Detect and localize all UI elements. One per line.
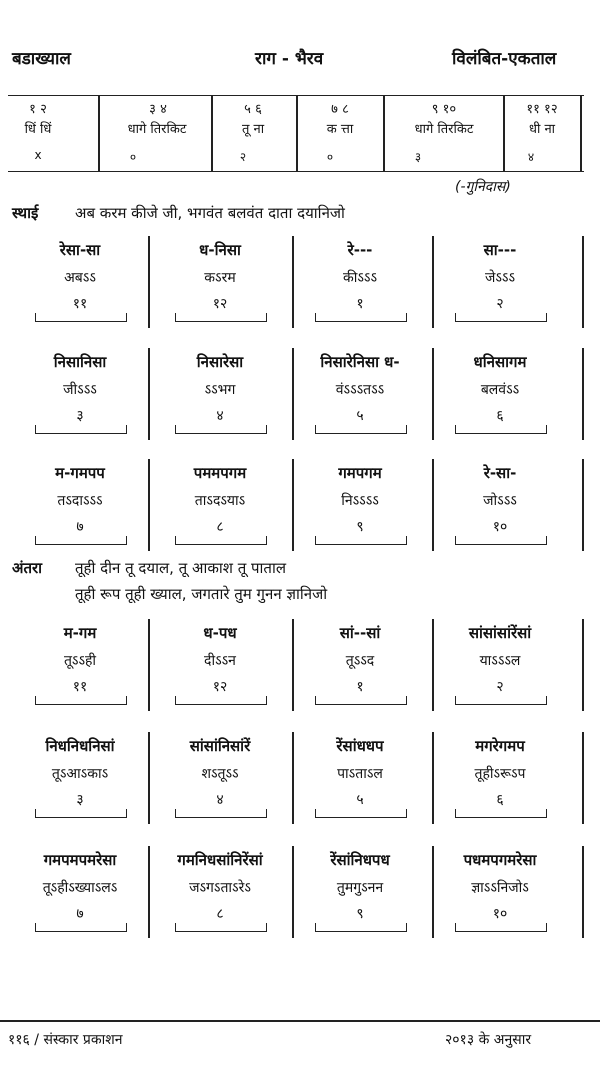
taal-mark: ३ [414, 150, 422, 164]
swar-notes: म-गम [63, 624, 97, 642]
vibhag-underline [315, 425, 407, 434]
lyric-syllables: ताऽदऽयाऽ [194, 493, 246, 509]
lyric-syllables: अबऽऽ [64, 270, 96, 286]
swar-notes: सा--- [483, 241, 517, 259]
beat-number: ६ [496, 408, 504, 424]
taal-mark: x [34, 148, 42, 162]
taal-divider [98, 96, 100, 171]
notation-cell [155, 463, 285, 545]
notation-cell [295, 352, 425, 434]
taal-bol: तू ना [241, 122, 265, 137]
beat-number: ५ [356, 792, 364, 808]
swar-notes: धनिसागम [473, 353, 527, 371]
vibhag-underline [175, 696, 267, 705]
header-left: बडाख्याल [12, 49, 71, 69]
beat-number: ३ [76, 408, 84, 424]
taal-divider [383, 96, 385, 171]
taal-divider [296, 96, 298, 171]
lyric-syllables: निऽऽऽऽ [341, 493, 379, 509]
beat-number: ८ [216, 906, 224, 922]
notation-cell [295, 850, 425, 932]
notation-cell [295, 463, 425, 545]
notation-cell [15, 623, 145, 705]
beat-number: १ [356, 296, 364, 312]
swar-notes: निसारेसा [196, 353, 244, 371]
taal-divider [580, 96, 582, 171]
lyric-syllables: तऽदाऽऽऽ [57, 493, 103, 509]
swar-notes: रेसा-सा [59, 241, 101, 259]
beat-number: ९ [356, 906, 364, 922]
vibhag-underline [455, 536, 547, 545]
notation-cell [155, 623, 285, 705]
beat-number: ८ [216, 519, 224, 535]
beat-number: ३ [76, 792, 84, 808]
taal-mark: ४ [527, 150, 535, 164]
beat-number: १० [492, 906, 508, 922]
lyric-syllables: तूहीऽरूऽप [474, 766, 526, 782]
vibhag-divider [292, 348, 294, 440]
footer-right: २०१३ के अनुसार [445, 1032, 532, 1048]
vibhag-underline [315, 536, 407, 545]
swar-notes: रेंसांधधप [336, 737, 384, 755]
swar-notes: म-गमपप [55, 464, 105, 482]
lyric-syllables: ज्ञाऽऽनिजोऽ [471, 880, 529, 896]
lyric-syllables: जऽगऽताऽरेऽ [189, 880, 251, 896]
lyric-syllables: तूऽऽही [63, 653, 97, 669]
vibhag-divider [432, 619, 434, 711]
lyric-syllables: शऽतूऽऽ [201, 766, 239, 782]
lyric-syllables: पाऽताऽल [337, 766, 383, 782]
vibhag-divider [582, 236, 584, 328]
beat-number: ९ [356, 519, 364, 535]
taal-bol: क त्ता [326, 122, 354, 137]
swar-notes: निधनिधनिसां [45, 737, 115, 755]
notation-cell [435, 352, 565, 434]
vibhag-divider [432, 732, 434, 824]
beat-number: ४ [216, 408, 224, 424]
vibhag-divider [432, 236, 434, 328]
raag-title: राग - भैरव [255, 49, 324, 69]
vibhag-divider [432, 459, 434, 551]
lyric-syllables: तूऽहीऽख्याऽलऽ [42, 880, 118, 896]
taal-beat-num: ५ ६ [244, 102, 262, 117]
beat-number: २ [496, 679, 504, 695]
footer-rule [0, 1020, 600, 1022]
vibhag-underline [35, 696, 127, 705]
taal-bol: धी ना [528, 122, 556, 137]
vibhag-divider [148, 348, 150, 440]
swar-notes: रे--- [347, 241, 373, 259]
vibhag-underline [175, 425, 267, 434]
vibhag-divider [292, 732, 294, 824]
lyric-syllables: जोऽऽऽ [483, 493, 517, 509]
swar-notes: रेंसांनिधपध [330, 851, 390, 869]
vibhag-underline [35, 923, 127, 932]
beat-number: १२ [212, 679, 228, 695]
taal-table [8, 95, 584, 172]
swar-notes: निसानिसा [53, 353, 107, 371]
vibhag-divider [292, 846, 294, 938]
vibhag-divider [148, 846, 150, 938]
notation-cell [15, 352, 145, 434]
notation-cell [155, 352, 285, 434]
taal-beat-num: ७ ८ [331, 102, 349, 117]
swar-notes: ध-पध [203, 624, 237, 642]
beat-number: ७ [76, 906, 84, 922]
vibhag-divider [148, 732, 150, 824]
taal-beat-num: ११ १२ [526, 102, 558, 117]
vibhag-divider [148, 619, 150, 711]
swar-notes: पममपगम [193, 464, 247, 482]
vibhag-divider [432, 846, 434, 938]
vibhag-underline [455, 425, 547, 434]
notation-cell [435, 623, 565, 705]
notation-cell [15, 463, 145, 545]
footer-left: ११६ / संस्कार प्रकाशन [8, 1032, 123, 1048]
vibhag-underline [455, 696, 547, 705]
taal-beat-num: ३ ४ [149, 102, 167, 117]
taal-mark: ० [326, 150, 334, 164]
beat-number: ११ [72, 296, 88, 312]
vibhag-divider [292, 459, 294, 551]
notation-cell [15, 850, 145, 932]
vibhag-underline [35, 425, 127, 434]
lyric-syllables: बलवंऽऽ [480, 382, 520, 398]
notation-cell [435, 463, 565, 545]
beat-number: ६ [496, 792, 504, 808]
lyric-syllables: तूऽआऽकाऽ [51, 766, 109, 782]
taal-beat-num: ९ १० [431, 102, 457, 117]
swar-notes: गमपगम [338, 464, 382, 482]
notation-cell [435, 850, 565, 932]
beat-number: ७ [76, 519, 84, 535]
antara-label: अंतरा [12, 559, 43, 577]
vibhag-underline [315, 809, 407, 818]
swar-notes: सां--सां [339, 624, 381, 642]
lyric-syllables: तूऽऽद [345, 653, 375, 669]
lyric-syllables: जीऽऽऽ [63, 382, 97, 398]
notation-cell [295, 240, 425, 322]
vibhag-underline [315, 696, 407, 705]
antara-lyrics-line1: तूही दीन तू दयाल, तू आकाश तू पाताल [75, 559, 287, 577]
vibhag-underline [315, 313, 407, 322]
taal-mark: ० [129, 150, 137, 164]
taal-divider [503, 96, 505, 171]
swar-notes: पधमपगमरेसा [463, 851, 537, 869]
antara-lyrics-line2: तूही रूप तूही ख्याल, जगतारे तुम गुनन ज्ञानिजो [75, 585, 328, 603]
beat-number: २ [496, 296, 504, 312]
swar-notes: निसारेनिसा ध- [320, 353, 400, 371]
vibhag-divider [582, 732, 584, 824]
vibhag-divider [582, 619, 584, 711]
vibhag-underline [455, 809, 547, 818]
taal-bol: धागे तिरकिट [127, 122, 187, 137]
swar-notes: मगरेगमप [475, 737, 525, 755]
swar-notes: गमपमपमरेसा [43, 851, 117, 869]
taal-bol: धिं धिं [24, 122, 52, 137]
taal-mark: २ [239, 150, 247, 164]
lyric-syllables: कऽरम [204, 270, 236, 286]
taal-beat-num: १ २ [29, 102, 47, 117]
vibhag-divider [292, 619, 294, 711]
taal-name: विलंबित-एकताल [452, 49, 557, 69]
vibhag-underline [35, 809, 127, 818]
swar-notes: गमनिधसांनिरेंसां [177, 851, 263, 869]
vibhag-underline [175, 923, 267, 932]
notation-cell [155, 850, 285, 932]
notation-cell [15, 240, 145, 322]
vibhag-underline [455, 923, 547, 932]
notation-cell [435, 736, 565, 818]
notation-cell [295, 623, 425, 705]
composer-credit: (-गुनिदास) [455, 179, 511, 195]
lyric-syllables: कीऽऽऽ [343, 270, 377, 286]
lyric-syllables: याऽऽऽल [479, 653, 521, 669]
vibhag-divider [432, 348, 434, 440]
swar-notes: सांसांनिसांरें [189, 737, 251, 755]
vibhag-underline [175, 313, 267, 322]
beat-number: १० [492, 519, 508, 535]
lyric-syllables: दीऽऽन [204, 653, 236, 669]
swar-notes: सांसांसांरेंसां [468, 624, 532, 642]
beat-number: १ [356, 679, 364, 695]
notation-cell [155, 240, 285, 322]
notation-cell [295, 736, 425, 818]
beat-number: १२ [212, 296, 228, 312]
vibhag-underline [315, 923, 407, 932]
vibhag-underline [175, 809, 267, 818]
lyric-syllables: ऽऽभग [204, 382, 236, 398]
notation-cell [15, 736, 145, 818]
vibhag-divider [582, 459, 584, 551]
beat-number: ४ [216, 792, 224, 808]
lyric-syllables: तुमगुऽनन [336, 880, 384, 896]
vibhag-divider [292, 236, 294, 328]
swar-notes: रे-सा- [483, 464, 517, 482]
beat-number: ११ [72, 679, 88, 695]
sthayi-label: स्थाई [12, 204, 39, 222]
swar-notes: ध-निसा [199, 241, 241, 259]
sthayi-lyrics: अब करम कीजे जी, भगवंत बलवंत दाता दयानिजो [75, 204, 345, 222]
vibhag-underline [35, 313, 127, 322]
beat-number: ५ [356, 408, 364, 424]
taal-bol: धागे तिरकिट [414, 122, 474, 137]
lyric-syllables: वंऽऽऽतऽऽ [335, 382, 385, 398]
vibhag-underline [35, 536, 127, 545]
notation-cell [435, 240, 565, 322]
vibhag-underline [455, 313, 547, 322]
vibhag-divider [582, 846, 584, 938]
lyric-syllables: जेऽऽऽ [484, 270, 515, 286]
vibhag-divider [582, 348, 584, 440]
vibhag-underline [175, 536, 267, 545]
notation-cell [155, 736, 285, 818]
vibhag-divider [148, 459, 150, 551]
vibhag-divider [148, 236, 150, 328]
